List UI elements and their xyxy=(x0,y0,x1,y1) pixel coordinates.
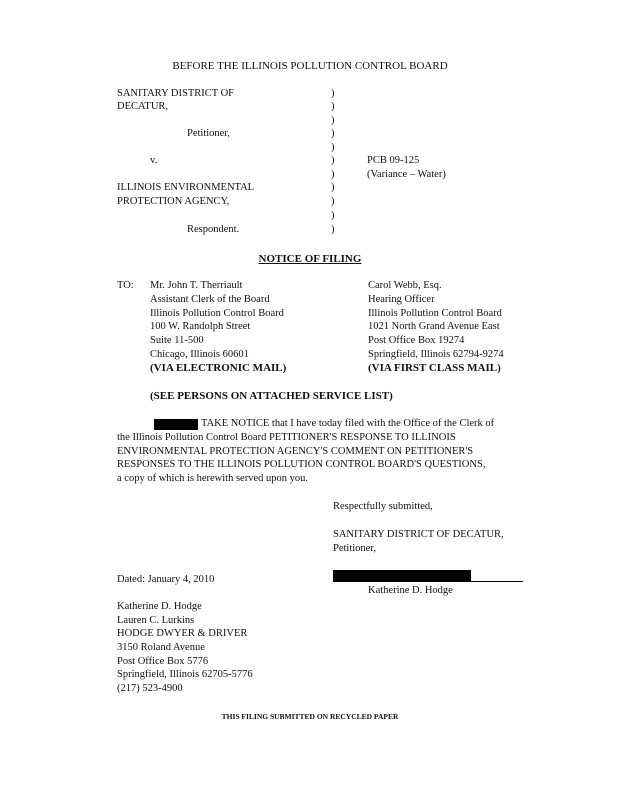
counsel-line: Springfield, Illinois 62705-5776 xyxy=(117,669,253,680)
notice-heading: NOTICE OF FILING xyxy=(258,253,362,265)
recipient-left-delivery: (VIA ELECTRONIC MAIL) xyxy=(150,362,287,374)
recipient-right-line: Hearing Officer xyxy=(368,294,435,305)
to-label: TO: xyxy=(117,280,134,291)
caption-bracket: ) xyxy=(331,196,335,207)
body-line: RESPONSES TO THE ILLINOIS POLLUTION CONTROL BOARD'S QUESTIONS, xyxy=(117,459,486,470)
caption-bracket: ) xyxy=(331,115,335,126)
counsel-line: Katherine D. Hodge xyxy=(117,601,202,612)
body-line: a copy of which is herewith served upon you. xyxy=(117,473,308,484)
respectfully-submitted: Respectfully submitted, xyxy=(333,501,433,512)
caption-bracket: ) xyxy=(331,142,335,153)
petitioner-role: Petitioner, xyxy=(187,128,231,139)
counsel-line: HODGE DWYER & DRIVER xyxy=(117,628,248,639)
respondent-name-line1: ILLINOIS ENVIRONMENTAL xyxy=(117,182,255,193)
recipient-right-line: Carol Webb, Esq. xyxy=(368,280,442,291)
document-title: BEFORE THE ILLINOIS POLLUTION CONTROL BOARD xyxy=(172,60,448,72)
recipient-left-line: Assistant Clerk of the Board xyxy=(150,294,270,305)
caption-bracket: ) xyxy=(331,88,335,99)
respondent-name-line2: PROTECTION AGENCY, xyxy=(117,196,230,207)
petitioner-name-line2: DECATUR, xyxy=(117,101,169,112)
case-number: PCB 09-125 xyxy=(367,155,420,166)
caption-bracket: ) xyxy=(331,169,335,180)
recipient-left-line: Suite 11-500 xyxy=(150,335,204,346)
dated-line: Dated: January 4, 2010 xyxy=(117,574,215,585)
caption-bracket: ) xyxy=(331,101,335,112)
caption-bracket: ) xyxy=(331,224,335,235)
signature-line xyxy=(333,581,523,582)
recipient-right-line: Post Office Box 19274 xyxy=(368,335,465,346)
body-line: ENVIRONMENTAL PROTECTION AGENCY'S COMMENT ON PETITIONER'S xyxy=(117,446,474,457)
body-line: TAKE NOTICE that I have today filed with the Office of the Clerk of xyxy=(201,418,495,429)
closing-org: SANITARY DISTRICT OF DECATUR, xyxy=(333,529,504,540)
body-line: the Illinois Pollution Control Board PETITIONER'S RESPONSE TO ILLINOIS xyxy=(117,432,456,443)
service-list-note: (SEE PERSONS ON ATTACHED SERVICE LIST) xyxy=(150,390,393,402)
caption-bracket: ) xyxy=(331,182,335,193)
counsel-line: 3150 Roland Avenue xyxy=(117,642,205,653)
recipient-right-line: 1021 North Grand Avenue East xyxy=(368,321,500,332)
versus-label: v. xyxy=(150,155,158,166)
respondent-role: Respondent. xyxy=(187,224,240,235)
recipient-right-line: Illinois Pollution Control Board xyxy=(368,308,502,319)
recipient-left-line: Illinois Pollution Control Board xyxy=(150,308,284,319)
redaction-box xyxy=(154,419,198,430)
footer-note: THIS FILING SUBMITTED ON RECYCLED PAPER xyxy=(221,712,399,721)
caption-bracket: ) xyxy=(331,128,335,139)
case-type: (Variance – Water) xyxy=(367,169,446,180)
recipient-left-line: Chicago, Illinois 60601 xyxy=(150,349,249,360)
recipient-left-line: 100 W. Randolph Street xyxy=(150,321,251,332)
closing-org-role: Petitioner, xyxy=(333,543,377,554)
petitioner-name-line1: SANITARY DISTRICT OF xyxy=(117,88,235,99)
recipient-right-delivery: (VIA FIRST CLASS MAIL) xyxy=(368,362,501,374)
counsel-line: Lauren C. Lurkins xyxy=(117,615,195,626)
counsel-line: (217) 523-4900 xyxy=(117,683,183,694)
caption-bracket: ) xyxy=(331,210,335,221)
recipient-left-line: Mr. John T. Therriault xyxy=(150,280,243,291)
signer-name: Katherine D. Hodge xyxy=(368,585,453,596)
counsel-line: Post Office Box 5776 xyxy=(117,656,209,667)
caption-bracket: ) xyxy=(331,155,335,166)
recipient-right-line: Springfield, Illinois 62794-9274 xyxy=(368,349,504,360)
